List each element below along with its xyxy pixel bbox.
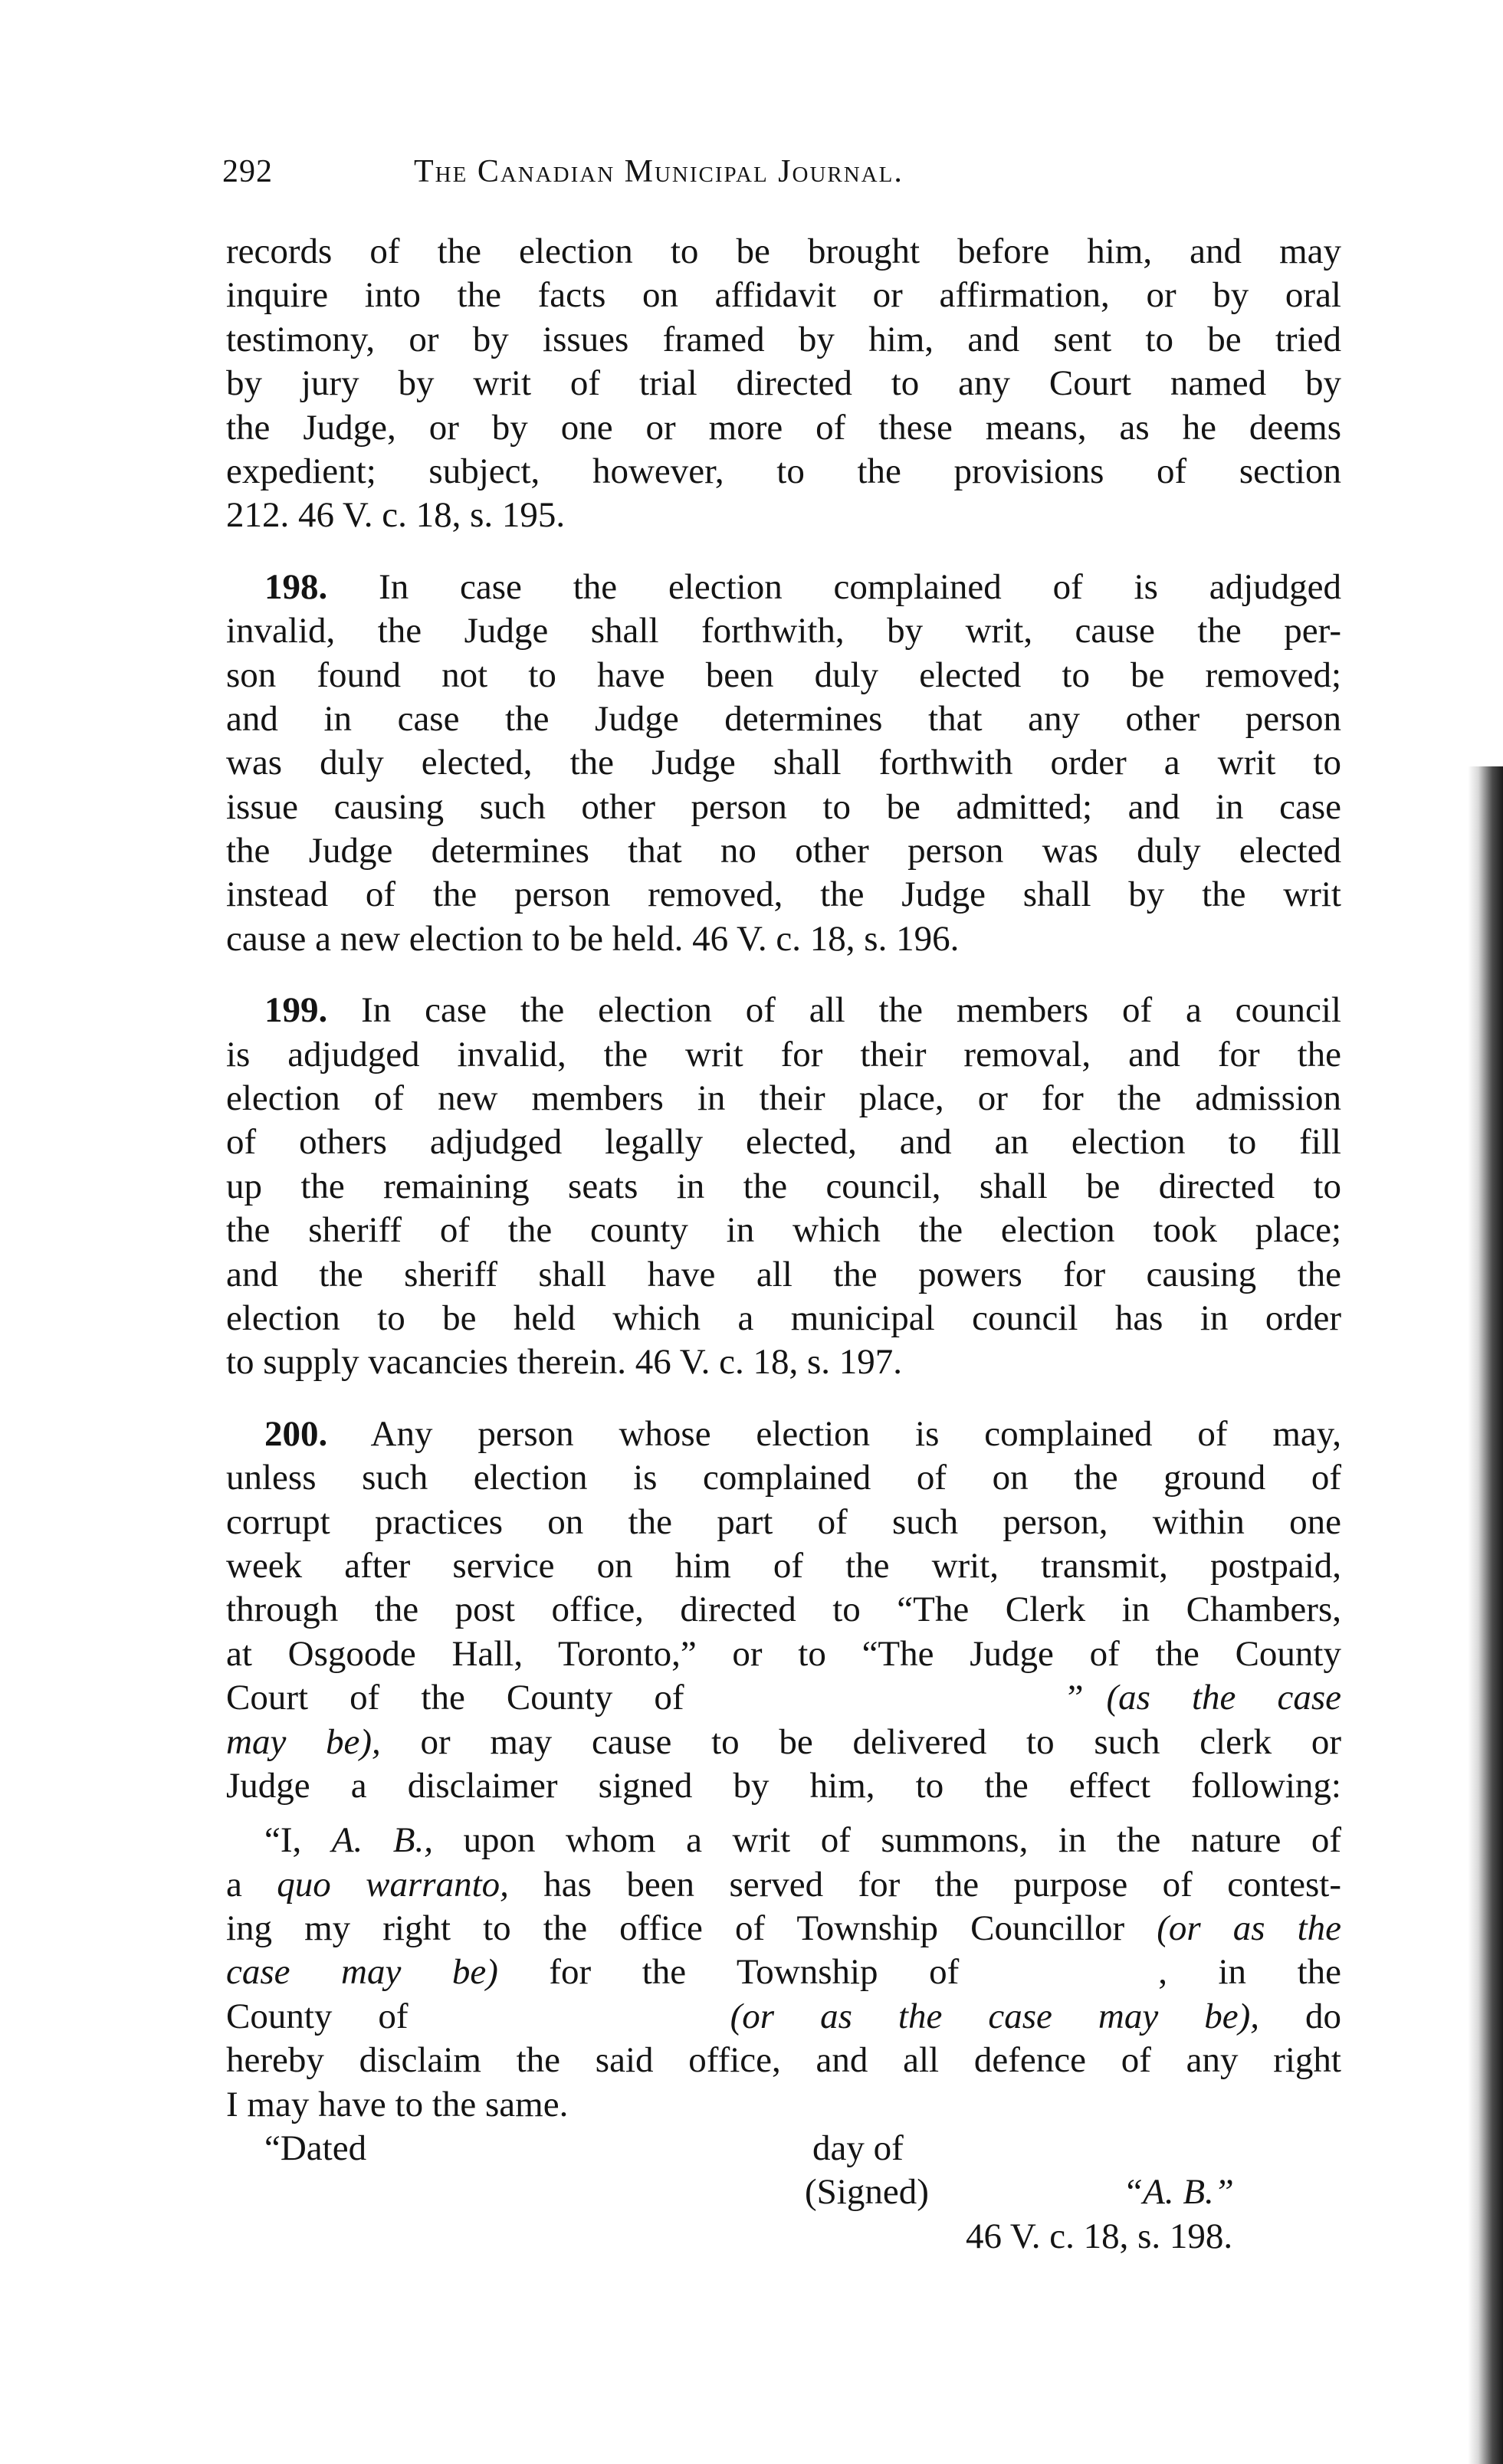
- text-line: a quo warranto, has been served for the purpose of contest-: [226, 1864, 1342, 1905]
- text-line: records of the election to be brought before him, and may: [226, 231, 1341, 271]
- text-line: and in case the Judge determines that any other person: [226, 698, 1341, 739]
- text-line: invalid, the Judge shall forthwith, by writ, cause the per-: [226, 611, 1341, 651]
- text-line: is adjudged invalid, the writ for their removal, and for the: [226, 1034, 1341, 1075]
- text-line: ing my right to the office of Township Councillor (or as the: [226, 1908, 1341, 1949]
- section-number: 198.: [264, 566, 328, 607]
- section-198: [226, 566, 1341, 962]
- text-line: 200. Any person whose election is complained of may,: [264, 1413, 1341, 1454]
- text-line: testimony, or by issues framed by him, and sent to be tried: [226, 319, 1341, 359]
- text-line: the sheriff of the county in which the election took place;: [226, 1210, 1341, 1251]
- text-line: at Osgoode Hall, Toronto,” or to “The Judge of the County: [226, 1633, 1341, 1674]
- text-line: to supply vacancies therein. 46 V. c. 18, s. 197.: [226, 1342, 902, 1383]
- text-line: election to be held which a municipal council has in order: [226, 1298, 1341, 1338]
- text-line: unless such election is complained of on the ground of: [226, 1458, 1341, 1498]
- text-line: may be), or may cause to be delivered to such clerk or: [226, 1721, 1341, 1762]
- text-line: hereby disclaim the said office, and all defence of any right: [226, 2040, 1341, 2081]
- paragraph-continuation: [226, 230, 1341, 538]
- text-line: son found not to have been duly elected to be removed;: [226, 655, 1341, 695]
- text-line: case may be) for the Township of , in the: [226, 1952, 1341, 1993]
- text-line: 199. In case the election of all the members of a council: [264, 990, 1341, 1031]
- day-of-label: day of: [812, 2128, 904, 2169]
- page-number: 292: [222, 154, 273, 189]
- page-body: [226, 230, 1341, 2259]
- section-199: [226, 989, 1341, 1385]
- text-line: was duly elected, the Judge shall forthwith order a writ to: [226, 743, 1341, 783]
- text-line: Judge a disclaimer signed by him, to the effect following:: [226, 1765, 1341, 1806]
- text-line: inquire into the facts on affidavit or affirmation, or by oral: [226, 275, 1341, 316]
- text-line: the Judge, or by one or more of these means, as he deems: [226, 407, 1341, 448]
- section-number: 200.: [264, 1413, 328, 1454]
- running-header: [222, 153, 1341, 199]
- text-line: “I, A. B., upon whom a writ of summons, in the nature of: [264, 1820, 1342, 1861]
- section-200: [226, 1412, 1341, 1809]
- text-line: cause a new election to be held. 46 V. c. 18, s. 196.: [226, 918, 960, 959]
- text-line: and the sheriff shall have all the powers for causing the: [226, 1254, 1341, 1294]
- text-line: I may have to the same.: [226, 2084, 569, 2124]
- text-line: County of (or as the case may be), do: [226, 1996, 1341, 2036]
- text-line: 198. In case the election complained of is adjudged: [264, 566, 1341, 607]
- text-line: Court of the County of ” (as the case: [226, 1678, 1341, 1718]
- text-line: week after service on him of the writ, transmit, postpaid,: [226, 1545, 1341, 1586]
- text-line: through the post office, directed to “The Clerk in Chambers,: [226, 1590, 1341, 1630]
- text-line: issue causing such other person to be admitted; and in case: [226, 786, 1341, 827]
- dated-line: [226, 2127, 1341, 2170]
- text-line: 212. 46 V. c. 18, s. 195.: [226, 495, 566, 536]
- dated-label: “Dated: [264, 2128, 367, 2169]
- running-title: The Canadian Municipal Journal.: [414, 154, 904, 189]
- text-line: of others adjudged legally elected, and an election to fill: [226, 1122, 1341, 1163]
- text-line: by jury by writ of trial directed to any Court named by: [226, 363, 1341, 404]
- signature-name: “A. B.”: [1123, 2172, 1234, 2213]
- citation-line: [226, 2215, 1341, 2259]
- text-line: the Judge determines that no other person was duly elected: [226, 831, 1341, 871]
- text-line: up the remaining seats in the council, shall be directed to: [226, 1166, 1341, 1206]
- signed-label: (Signed): [805, 2172, 929, 2213]
- section-number: 199.: [264, 990, 328, 1031]
- text-line: corrupt practices on the part of such person, within one: [226, 1501, 1341, 1542]
- page-edge-shadow: [1468, 766, 1503, 2464]
- text-line: instead of the person removed, the Judge shall by the writ: [226, 874, 1341, 915]
- signature-line: [226, 2170, 1341, 2214]
- text-line: expedient; subject, however, to the provisions of section: [226, 451, 1341, 491]
- text-line: election of new members in their place, or for the admission: [226, 1078, 1341, 1119]
- citation: 46 V. c. 18, s. 198.: [966, 2216, 1233, 2256]
- disclaimer-form: [226, 1819, 1341, 2259]
